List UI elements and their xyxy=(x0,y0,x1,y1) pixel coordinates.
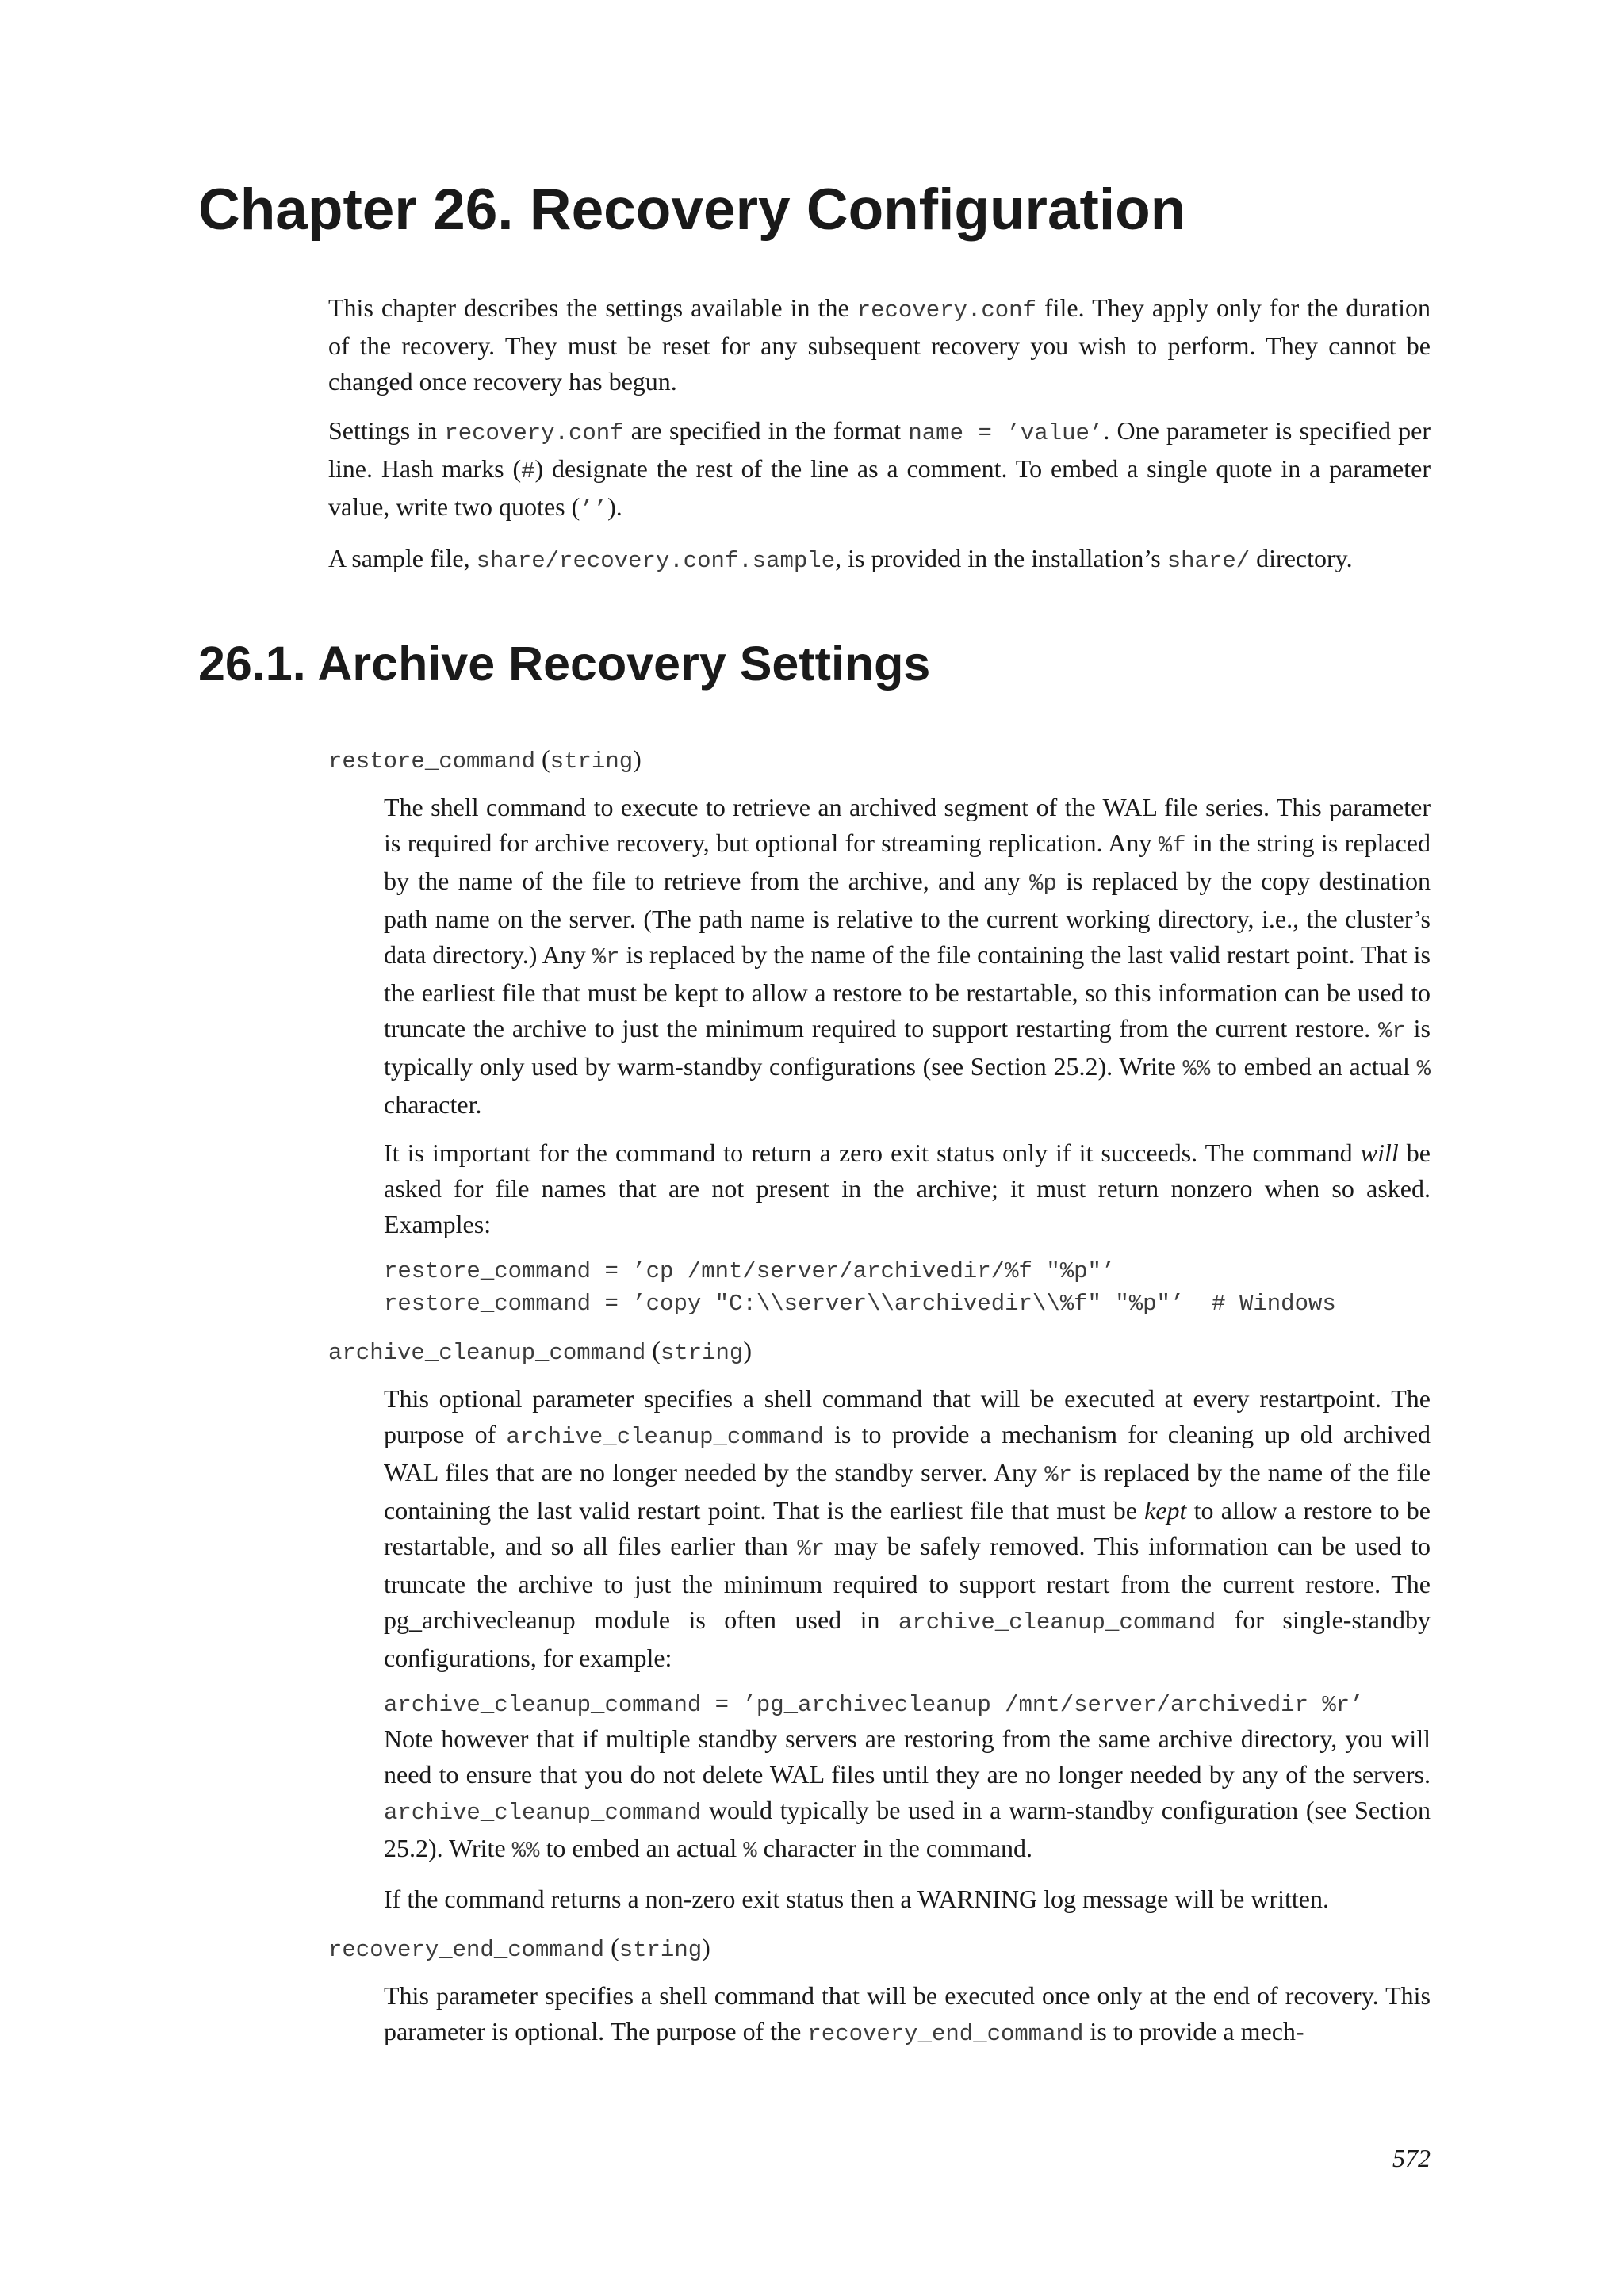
section-title: 26.1. Archive Recovery Settings xyxy=(198,637,931,691)
parameter-type: string xyxy=(660,1340,744,1366)
parameter-name: recovery_end_command xyxy=(328,1937,605,1963)
parameter-type: string xyxy=(619,1937,703,1963)
page-number: 572 xyxy=(1392,2144,1431,2172)
parameter-term: archive_cleanup_command (string) xyxy=(328,1336,752,1366)
parameter-name: archive_cleanup_command xyxy=(328,1340,646,1366)
share-dir-code: share/ xyxy=(1166,548,1251,574)
filename-code: recovery.conf xyxy=(856,297,1036,323)
intro-paragraph: Settings in recovery.conf are specified in the format name = ’value’. One parameter is specified per line. Hash marks (#) designate the rest of the line as a comment. To embed a single quote in a parameter value, write two quotes (’’). xyxy=(328,416,1431,522)
parameter-term: restore_command (string) xyxy=(328,744,642,775)
description-paragraph: Note however that if multiple standby servers are restoring from the same archive directory, you will need to ensure that you do not delete WAL files until they are no longer needed by any of the servers. archive_cleanup_command would typically be used in a warm-standby configuration (see Section 25.2). Write %% to embed an actual % character in the command. xyxy=(384,1724,1431,1864)
hash-code: # xyxy=(521,458,535,484)
parameter-description xyxy=(384,1368,1431,1930)
format-code: name = ’value’ xyxy=(908,420,1104,446)
description-paragraph: The shell command to execute to retrieve an archived segment of the WAL file series. This parameter is required for archive recovery, but optional for streaming replication. Any %f in the string is replaced by the name of the file to retrieve from the archive, and any %p is replaced by the copy destination path name on the server. (The path name is relative to the current working directory, i.e., the cluster’s data directory.) Any %r is replaced by the name of the file containing the last valid restart point. That is the earliest file that must be kept to allow a restore to be restartable, so this information can be used to truncate the archive to just the minimum required to support restarting from the current restore. %r is typically only used by warm-standby configurations (see Section 25.2). Write %% to embed an actual % character. xyxy=(384,793,1431,1119)
intro-paragraph: This chapter describes the settings available in the recovery.conf file. They apply only for the duration of the recovery. They must be reset for any subsequent recovery you wish to perform. They cannot be changed once recovery has begun. xyxy=(328,293,1431,396)
code-example: restore_command = ’cp /mnt/server/archivedir/%f "%p"’ xyxy=(384,1258,1116,1284)
filename-code: recovery.conf xyxy=(444,420,624,446)
parameter-type: string xyxy=(550,748,634,775)
parameter-description xyxy=(384,1965,1431,2052)
intro-paragraph: A sample file, share/recovery.conf.sample, is provided in the installation’s share/ directory. xyxy=(328,544,1353,574)
chapter-title: Chapter 26. Recovery Configuration xyxy=(198,178,1186,242)
parameter-description xyxy=(384,777,1431,1333)
description-paragraph: It is important for the command to return a zero exit status only if it succeeds. The command will be asked for file names that are not present in the archive; it must return nonzero when so asked. Examples: xyxy=(384,1138,1431,1238)
quotes-code: ’’ xyxy=(580,496,608,522)
code-example: archive_cleanup_command = ’pg_archivecleanup /mnt/server/archivedir %r’ xyxy=(384,1692,1364,1718)
description-paragraph: This optional parameter specifies a shell command that will be executed at every restartpoint. The purpose of archive_cleanup_command is to provide a mechanism for cleaning up old archived WAL files that are no longer needed by the standby server. Any %r is replaced by the name of the file containing the last valid restart point. That is the earliest file that must be kept to allow a restore to be restartable, and so all files earlier than %r may be safely removed. This information can be used to truncate the archive to just the minimum required to support restart from the current restore. The pg_archivecleanup module is often used in archive_cleanup_command for single-standby configurations, for example: xyxy=(384,1384,1431,1672)
parameter-name: restore_command xyxy=(328,748,536,775)
description-paragraph: If the command returns a non-zero exit status then a WARNING log message will be written. xyxy=(384,1885,1329,1913)
description-paragraph: This parameter specifies a shell command that will be executed once only at the end of recovery. This parameter is optional. The purpose of the recovery_end_command is to provide a mech- xyxy=(384,1981,1431,2047)
chapter-intro xyxy=(328,290,1431,592)
code-example: restore_command = ’copy "C:\\server\\archivedir\\%f" "%p"’ # Windows xyxy=(384,1291,1336,1317)
parameter-list xyxy=(328,741,1431,2052)
parameter-term: recovery_end_command (string) xyxy=(328,1933,710,1963)
sample-file-code: share/recovery.conf.sample xyxy=(476,548,836,574)
